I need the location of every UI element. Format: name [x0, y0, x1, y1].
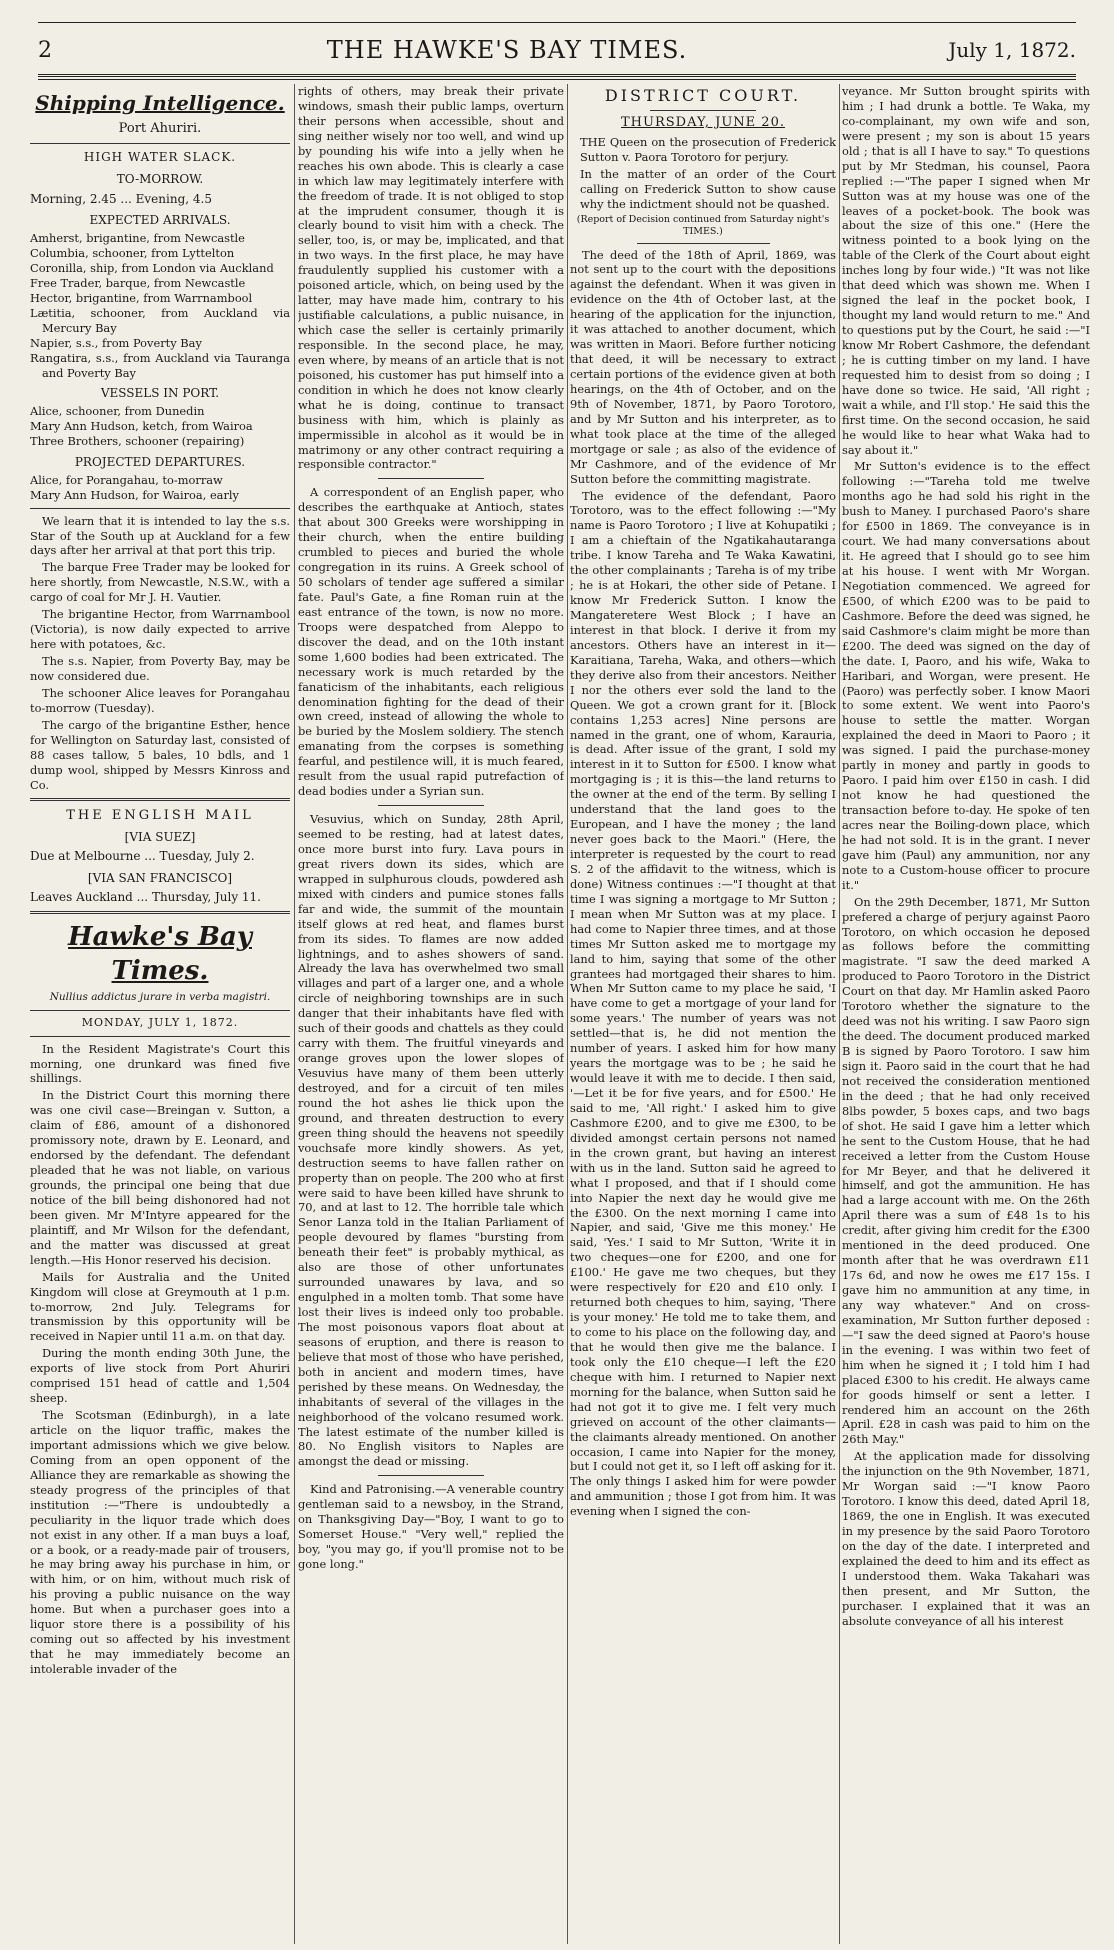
district-court-date: THURSDAY, JUNE 20.: [621, 114, 785, 130]
divider: [650, 110, 756, 111]
issue-date: July 1, 1872.: [948, 38, 1076, 62]
mail-leaves-auckland: Leaves Auckland ... Thursday, July 11.: [30, 889, 261, 904]
list-item: Columbia, schooner, from Lyttelton: [30, 246, 235, 261]
expected-list: [30, 231, 290, 380]
news-paragraph: rights of others, may break their private windows, smash their public lamps, overturn their persons when accessible, shout and sing neither wisely nor too well, and wind up by pounding his wife into a jelly when he reaches his own abode. This is clearly a case in which law may legitimately interfere with the freedom of trade. It is not obliged to stop at the imprudent consumer, though it is clearly bound to visit him with a check. The seller, too, is, or may be, implicated, and that in two ways. In the first place, he may have fraudulently supplied his customer with a poisoned article, which, on being used by the latter, may have made him, contrary to his justifiable calculations, a public nuisance, in which case the seller is certainly primarily responsible. In the second place, he may, even where, by means of an article that is not poisoned, his customer has put himself into a condition in which he does not know clearly what he is doing, continue to transact business with him, which is plainly as impermissible in alcohol as it would be in matrimony or any other contract requiring a responsible contractor.": [298, 84, 564, 472]
list-item: Napier, s.s., from Poverty Bay: [30, 335, 202, 350]
column-rule: [567, 84, 568, 1944]
district-court-title: DISTRICT COURT.: [604, 86, 802, 105]
mail-due-melbourne: Due at Melbourne ... Tuesday, July 2.: [30, 849, 255, 864]
list-item: Free Trader, barque, from Newcastle: [30, 275, 246, 290]
paper-nameplate: Hawke's Bay Times.: [68, 922, 252, 987]
news-paragraph: Vesuvius, which on Sunday, 28th April, seemed to be resting, had at latest dates, once more burst into fury. Lava pours in great rivers down its sides, which are wrapped in sulphurous clouds, powdered ash mixed with cinders and pumice stones falls far and wide, the summit of the mountain itself glows at red heat, and flames burst from its sides. To flames are now added lightnings, and to ashes showers of sand. Already the lava has overwhelmed two small villages and part of a larger one, and a whole circle of neighboring townships are in such danger that their inhabitants have fled with such of their goods and chattels as they could carry with them. The fruitful vineyards and orange groves upon the lower slopes of Vesuvius have many of them been utterly destroyed, and for a circuit of ten miles round the hot ashes lie thick upon the ground, and threaten destruction to every green thing should the heavens not speedily vouchsafe more kindly showers. As yet, destruction seems to have fallen rather on property than on people. The 200 who at first were said to have been killed have shrunk to 70, and at last to 12. The horrible tale which Senor Lanza told in the Italian Parliament of people devoured by flames "bursting from beneath their feet" is probably mythical, as also are those of other unfortunates surrounded unawares by lava, and so engulphed in a molten tomb. That some have lost their lives is indeed only too probable. The most poisonous vapors float about at seasons of eruption, and there is reason to believe that most of those who have perished, both in ancient and modern times, have perished by these means. On Wednesday, the inhabitants of several of the villages in the neighborhood of the volcano resumed work. The latest estimate of the number killed is 80. No English visitors to Naples are amongst the dead or missing.: [298, 812, 564, 1469]
divider: [30, 911, 290, 914]
english-mail-header: THE ENGLISH MAIL: [66, 808, 254, 824]
column-1: [30, 84, 290, 1944]
news-paragraph: In the Resident Magistrate's Court this morning, one drunkard was fined five shillings.: [30, 1041, 290, 1086]
news-paragraph: A correspondent of an English paper, who describes the earthquake at Antioch, states that about 300 Greeks were worshipping in their church, when the entire building crumbled to pieces and buried the whole congregation in its ruins. A Greek school of 50 scholars of tender age suffered a similar fate. Paul's Gate, a fine Roman ruin at the east entrance of the town, is now no more. Troops were despatched from Aleppo to discover the dead, and on the 10th instant some 1,600 bodies had been extricated. The necessary work is much retarded by the fanaticism of the inhabitants, each religious denomination fighting for the dead of their own creed, instead of allowing the whole to be buried by the Moslem soldiery. The stench emanating from the corpses is something fearful, and pestilence will, it is much feared, result from the usual rapid putrefaction of dead bodies under a Syrian sun.: [298, 485, 564, 799]
divider: [30, 508, 290, 509]
departures-header: PROJECTED DEPARTURES.: [74, 454, 246, 469]
top-rule: [38, 22, 1076, 23]
vessels-list: [30, 404, 290, 449]
news-paragraph: Kind and Patronising.—A venerable country gentleman said to a newsboy, in the Strand, on Thanksgiving Day—"Boy, I want to go to Somerset House." "Very well," replied the boy, "you may go, if you'll promise not to be gone long.": [298, 1482, 564, 1571]
news-paragraph: During the month ending 30th June, the exports of live stock from Port Ahuriri comprised 151 head of cattle and 1,504 sheep.: [30, 1346, 290, 1406]
list-item: Three Brothers, schooner (repairing): [30, 434, 245, 449]
news-paragraph: At the application made for dissolving the injunction on the 9th November, 1871, Mr Worgan said :—"I know Paoro Torotoro. I know this deed, dated April 18, 1869, the one in English. It was executed in my presence by the said Paoro Torotoro on the day of the date. I interpreted and explained the deed to him and its effect as I understood them. Waka Takahari was then present, and Mr Sutton, the purchaser. I explained that it was an absolute conveyance of all his interest: [842, 1449, 1090, 1628]
column-3: [570, 84, 836, 1944]
columns: [30, 84, 1090, 1944]
editorial-dateline: MONDAY, JULY 1, 1872.: [81, 1016, 239, 1030]
case-title: THE Queen on the prosecution of Frederick Sutton v. Paora Torotoro for perjury.: [580, 134, 836, 164]
divider: [378, 1475, 484, 1476]
divider: [30, 1036, 290, 1037]
vessels-header: VESSELS IN PORT.: [100, 386, 220, 401]
shipping-paragraph: The s.s. Napier, from Poverty Bay, may be now considered due.: [30, 654, 290, 683]
news-paragraph: The Scotsman (Edinburgh), in a late article on the liquor traffic, makes the important admissions which we give below. Coming from an open opponent of the Alliance they are remarkable as showing the steady progress of the principles of that institution :—"There is undoubtedly a peculiarity in the liquor trade which does not exist in any other. If a man buys a loaf, or a book, or a ready-made pair of trousers, he may bring away his purchase in him, or with him, or on him, without much risk of his proving a public nuisance on the way home. But when a purchaser goes into a liquor store there is a possibility of his coming out so affected by his investment that he may immediately become an intolerable invader of the: [30, 1408, 290, 1677]
news-paragraph: Mr Sutton's evidence is to the effect following :—"Tareha told me twelve months ago he had sold his right in the bush to Maney. I purchased Paoro's share for £500 in 1869. The conveyance is in court. We had many conversations about it. He agreed that I should go to see him at his house. I went with Mr Worgan. Negotiation commenced. We agreed for £500, of which £200 was to be paid to Cashmore. Before the deed was signed, he said Cashmore's claim might be more than £200. The deed was signed on the day of the date. I, Paoro, and his wife, Waka to Haribari, and Worgan, were present. He (Paoro) was perfectly sober. I know Maori to some extent. We went into Paoro's house to settle the matter. Worgan explained the deed in Maori to Paoro ; it was signed. I paid the purchase-money partly in money and partly in goods to Paoro. I paid him over £150 in cash. I did not know he had questioned the transaction before to-day. He spoke of ten acres near the Boiling-down place, which he had not sold. It is in the grant. I never gave him (Paul) any ammunition, nor any note to a Custom-house officer to procure it.": [842, 459, 1090, 892]
divider: [30, 1010, 290, 1011]
tide-times: Morning, 2.45 ... Evening, 4.5: [30, 191, 212, 206]
list-item: Coronilla, ship, from London via Auckland: [30, 260, 274, 275]
news-paragraph: The evidence of the defendant, Paoro Torotoro, was to the effect following :—"My name is Paoro Torotoro ; I live at Kohupatiki ; I am a chieftain of the Ngatikahautaranga tribe. I know Tareha and Te Waka Kawatini, the other complainants ; Tareha is of my tribe ; he is at Hokari, the other side of Petane. I know Mr Frederick Sutton. I know the Mangateretere West Block ; I have an interest in that block. I derive it from my ancestors. Others have an interest in it—Karaitiana, Tareha, Waka, and others—which they derive also from their ancestors. Neither I nor the others ever sold the land to the Queen. We got a crown grant for it. [Block contains 1,253 acres] Nine persons are named in the grant, one of whom, Karauria, is dead. After issue of the grant, I sold my interest in it to Sutton for £500. I know what mortgaging is ; it is this—the land returns to the owner at the end of the term. By selling I understand that the land goes to the European, and I have the money ; the land never goes back to the Maori." (Here, the interpreter is requested by the court to read S. 2 of the affidavit to the witness, which is done) Witness continues :—"I thought at that time I was signing a mortgage to Mr Sutton ; I mean when Mr Sutton was at my place. I had come to Napier three times, and at those times Mr Sutton asked me to mortgage my land to him, saying that some of the other grantees had mortgaged their shares to him. When Mr Sutton came to my place he said, 'I have come to get a mortgage of your land for some years.' The number of years was not settled—that is, he did not mention the number of years. I asked him for how many years the mortgage was to be ; he said he would leave it with me to decide. I then said, '—Let it be for five years, and for £500.' He said to me, 'All right.' I asked him to give Cashmore £200, and to give me £300, to be divided amongst certain persons not named in the crown grant, but having an interest with us in the land. Sutton said he agreed to what I proposed, and that if I should come into Napier the next day he would give me the £300. On the next morning I came into Napier, and said, 'Give me this money.' He said, 'Yes.' I said to Mr Sutton, 'Write it in two cheques—one for £200, and one for £100.' He gave me two cheques, but they were respectively for £20 and £10 only. I returned both cheques to him, saying, 'There is your money.' He told me to take them, and to come to his place on the following day, and that he would then give me the balance. I took only the £10 cheque—I left the £20 cheque with him. I returned to Napier next morning for the balance, when Sutton said he had not got it to give me. I felt very much grieved on account of the other claimants—the claimants already mentioned. On another occasion, I came into Napier for the money, but I could not get it, so I left off asking for it. The only things I asked him for were powder and ammunition ; those I got from him. It was evening when I signed the con-: [570, 488, 836, 1519]
column-rule: [294, 84, 295, 1944]
list-item: Hector, brigantine, from Warrnambool: [30, 290, 253, 305]
tomorrow-label: TO-MORROW.: [116, 171, 204, 186]
masthead-rule: [38, 74, 1076, 80]
news-paragraph: In the District Court this morning there was one civil case—Breingan v. Sutton, a claim of £86, amount of a dishonored promissory note, drawn by E. Leonard, and endorsed by the defendant. The defendant pleaded that he was not liable, on various grounds, the principal one being that due notice of the bill being dishonored had not been given. Mr M'Intyre appeared for the plaintiff, and Mr Wilson for the defendant, and the matter was discussed at great length.—His Honor reserved his decision.: [30, 1088, 290, 1267]
divider: [30, 798, 290, 801]
high-water-header: HIGH WATER SLACK.: [83, 150, 237, 165]
shipping-header: Shipping Intelligence.: [35, 91, 285, 115]
column-4: [842, 84, 1090, 1944]
column-2: [298, 84, 564, 1944]
departures-list: [30, 473, 290, 503]
list-item: Rangatira, s.s., from Auckland via Tauranga and Poverty Bay: [30, 350, 290, 380]
news-paragraph: On the 29th December, 1871, Mr Sutton prefered a charge of perjury against Paoro Torotoro, on which occasion he deposed as follows before the committing magistrate. "I saw the deed marked A produced to Paoro Torotoro in the District Court on that day. Mr Hamlin asked Paoro Torotoro whether the signature to the deed was not his writing. I saw Paoro sign the deed. The document produced marked B is signed by Paoro Torotoro. I saw him sign it. Paoro said in the court that he had not received the consideration mentioned in the deed ; that he had only received 8lbs powder, 5 boxes caps, and two bags of shot. He said I gave him a letter which he sent to the Custom House, that he had received a letter from the Custom House for Mr Beyer, and that he delivered it himself, and got the ammunition. He has had a large account with me. On the 26th April there was a sum of £48 1s to his credit, after giving him credit for the £300 mentioned in the deed produced. One month after that he was overdrawn £11 17s 6d, and now he owes me £17 15s. I gave him no ammunition at any time, in any way whatever." And on cross-examination, Mr Sutton further deposed :—"I saw the deed signed at Paoro's house in the evening. I was within two feet of him when he signed it ; I told him I had placed £300 to his credit. He always came for goods himself or sent a letter. I rendered him an account on the 26th April. £28 in cash was paid to him on the 26th May.": [842, 894, 1090, 1447]
list-item: Alice, schooner, from Dunedin: [30, 404, 205, 419]
divider: [30, 143, 290, 144]
masthead: [38, 30, 1076, 70]
list-item: Amherst, brigantine, from Newcastle: [30, 231, 245, 246]
case-matter: In the matter of an order of the Court calling on Frederick Sutton to show cause why the indictment should not be quashed.: [580, 166, 836, 211]
page-number: 2: [38, 37, 52, 63]
list-item: Alice, for Porangahau, to-morraw: [30, 472, 223, 487]
shipping-paragraph: The brigantine Hector, from Warrnambool (Victoria), is now daily expected to arrive here with potatoes, &c.: [30, 607, 290, 652]
shipping-paragraph: The barque Free Trader may be looked for here shortly, from Newcastle, N.S.W., with a cargo of coal for Mr J. H. Vautier.: [30, 560, 290, 605]
list-item: Lætitia, schooner, from Auckland via Mercury Bay: [30, 305, 290, 335]
shipping-paragraph: The cargo of the brigantine Esther, hence for Wellington on Saturday last, consisted of 88 cases tallow, 5 bales, 10 bdls, and 1 dump wool, shipped by Messrs Kinross and Co.: [30, 717, 290, 792]
news-paragraph: The deed of the 18th of April, 1869, was not sent up to the court with the depositions against the defendant. When it was given in evidence on the 4th of October last, at the hearing of the application for the injunction, it was attached to another document, which was written in Maori. Before further noticing that deed, it will be necessary to extract certain portions of the evidence given at both hearings, on the 4th of October, and on the 9th of November, 1871, by Paoro Torotoro, and by Mr Sutton and his interpreter, as to what took place at the time of the alleged mortgage or sale ; as also of the evidence of Mr Cashmore, and of the evidence of Mr Sutton before the committing magistrate.: [570, 247, 836, 486]
divider: [637, 243, 770, 244]
via-san-francisco: [VIA SAN FRANCISCO]: [87, 870, 233, 885]
news-paragraph: veyance. Mr Sutton brought spirits with him ; I had drunk a bottle. Te Waka, my co-complainant, my own wife and son, were present ; my son is about 15 years old ; that is all I have to say." To questions put by Mr Stedman, his counsel, Paora replied :—"The paper I signed when Mr Sutton was at my house was one of the leaves of a pocket-book. The book was about the size of this one." (Here the witness pointed to a book lying on the table of the Clerk of the Court about eight inches long by four wide.) "It was not like that deed which was shown me. When I signed the leaf in the pocket book, I thought my land would return to me." And to questions put by the Court, he said :—"I know Mr Robert Cashmore, the defendant ; he is cutting timber on my land. I have requested him to desist from so doing ; I have done so twice. He said, 'All right ; wait a while, and I'll stop.' He said this the first time. On the second occasion, he said he would like to hear what Waka had to say about it.": [842, 84, 1090, 457]
column-rule: [839, 84, 840, 1944]
divider: [378, 805, 484, 806]
motto: Nullius addictus jurare in verba magistri.: [49, 991, 271, 1004]
list-item: Mary Ann Hudson, ketch, from Wairoa: [30, 419, 253, 434]
via-suez: [VIA SUEZ]: [124, 830, 196, 845]
newspaper-title: THE HAWKE'S BAY TIMES.: [326, 36, 688, 64]
shipping-paragraph: The schooner Alice leaves for Porangahau to-morrow (Tuesday).: [30, 685, 290, 715]
report-note: (Report of Decision continued from Saturday night's TIMES.): [576, 213, 830, 238]
shipping-paragraph: We learn that it is intended to lay the s.s. Star of the South up at Auckland for a few days after her arrival at that port this trip.: [30, 513, 290, 558]
expected-arrivals-header: EXPECTED ARRIVALS.: [89, 213, 231, 228]
divider: [378, 478, 484, 479]
news-paragraph: Mails for Australia and the United Kingdom will close at Greymouth at 1 p.m. to-morrow, 2nd July. Telegrams for transmission by this opportunity will be received in Napier until 11 a.m. on that day.: [30, 1269, 290, 1344]
list-item: Mary Ann Hudson, for Wairoa, early: [30, 487, 239, 502]
port-name: Port Ahuriri.: [118, 121, 202, 137]
